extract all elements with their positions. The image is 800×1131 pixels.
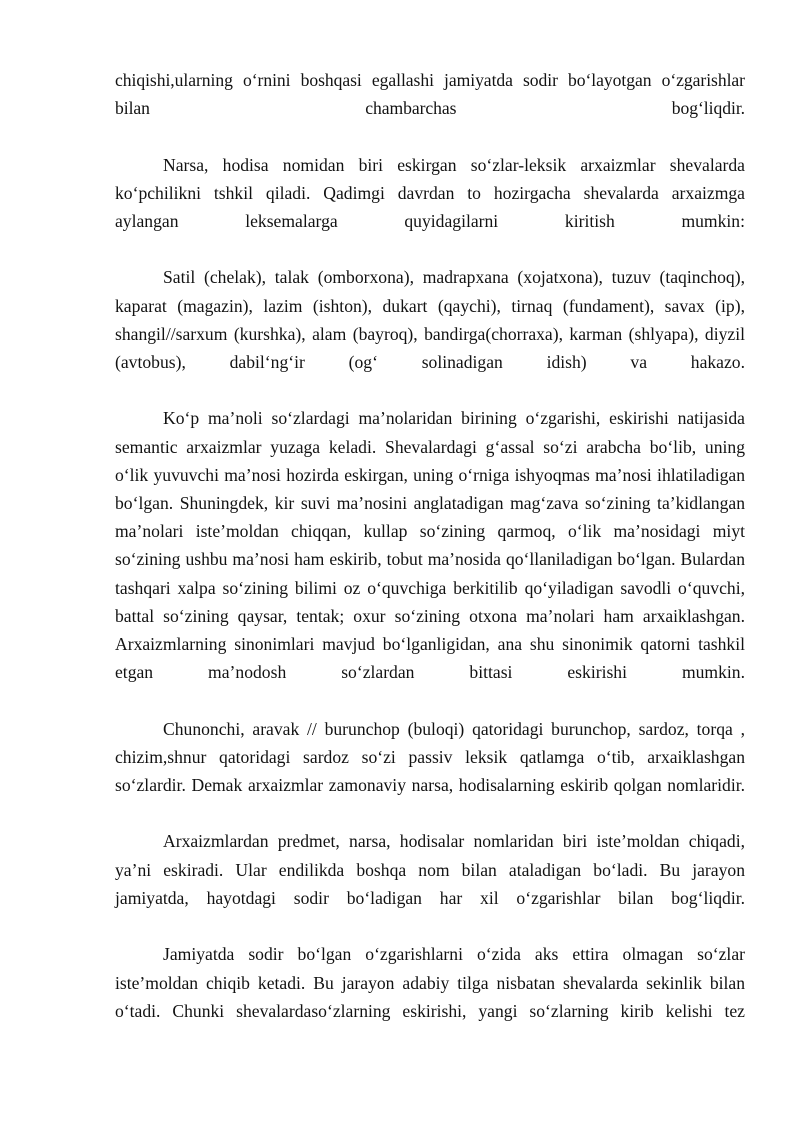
paragraph-continuation: chiqishi,ularning o‘rnini boshqasi egallashi jamiyatda sodir bo‘layotgan o‘zgarishlar bilan chambarchas bog‘liqdir. <box>115 70 745 119</box>
paragraph: Ko‘p ma’noli so‘zlardagi ma’nolaridan birining o‘zgarishi, eskirishi natijasida semantic arxaizmlar yuzaga keladi. Shevalardagi g‘assal so‘zi arabcha bo‘lib, uning o‘lik yuvuvchi ma’nosi hozirda eskirgan, uning o‘rniga ishyoqmas ma’nosi ihlatiladigan bo‘lgan. Shuningdek, kir suvi ma’nosini anglatadigan mag‘zava so‘zining ta’kidlangan ma’nolari iste’moldan chiqqan, kullap so‘zining qarmoq, o‘lik ma’nosidagi miyt so‘zining ushbu ma’nosi ham eskirib, tobut ma’nosida qo‘llaniladigan bo‘lgan. Bulardan tashqari xalpa so‘zining bilimi oz o‘quvchiga berkitilib qo‘yiladigan savodli o‘quvchi, battal so‘zining qaysar, tentak; oxur so‘zining otxona ma’nolari ham arxaiklashgan. Arxaizmlarning sinonimlari mavjud bo‘lganligidan, ana shu sinonimik qatorni tashkil etgan ma’nodosh so‘zlardan bittasi eskirishi mumkin. <box>115 408 745 683</box>
paragraph: Narsa, hodisa nomidan biri eskirgan so‘zlar-leksik arxaizmlar shevalarda ko‘pchilikni tshkil qiladi. Qadimgi davrdan to hozirgacha shevalarda arxaizmga aylangan leksemalarga quyidagilarni kiritish mumkin: <box>115 154 745 232</box>
paragraph: Arxaizmlardan predmet, narsa, hodisalar nomlaridan biri iste’moldan chiqadi, ya’ni eskiradi. Ular endilikda boshqa nom bilan ataladigan bo‘ladi. Bu jarayon jamiyatda, hayotdagi sodir bo‘ladigan har xil o‘zgarishlar bilan bog‘liqdir. <box>115 831 745 908</box>
body-text-column <box>115 66 745 1053</box>
paragraph: Satil (chelak), talak (omborxona), madrapxana (xojatxona), tuzuv (taqinchoq), kaparat (magazin), lazim (ishton), dukart (qaychi), tirnaq (fundament), savax (ip), shangil//sarxum (kurshka), alam (bayroq), bandirga(chorraxa), karman (shlyapa), diyzil (avtobus), dabil‘ng‘ir (og‘ solinadigan idish) va hakazo. <box>115 267 745 373</box>
paragraph: Jamiyatda sodir bo‘lgan o‘zgarishlarni o‘zida aks ettira olmagan so‘zlar iste’moldan chiqib ketadi. Bu jarayon adabiy tilga nisbatan shevalarda sekinlik bilan o‘tadi. Chunki shevalardaso‘zlarning eskirishi, yangi so‘zlarning kirib kelishi tez <box>115 944 745 1021</box>
paragraph: Chunonchi, aravak // burunchop (buloqi) qatoridagi burunchop, sardoz, torqa , chizim,shnur qatoridagi sardoz so‘zi passiv leksik qatlamga o‘tib, arxaiklashgan so‘zlardir. Demak arxaizmlar zamonaviy narsa, hodisalarning eskirib qolgan nomlaridir. <box>115 718 745 796</box>
